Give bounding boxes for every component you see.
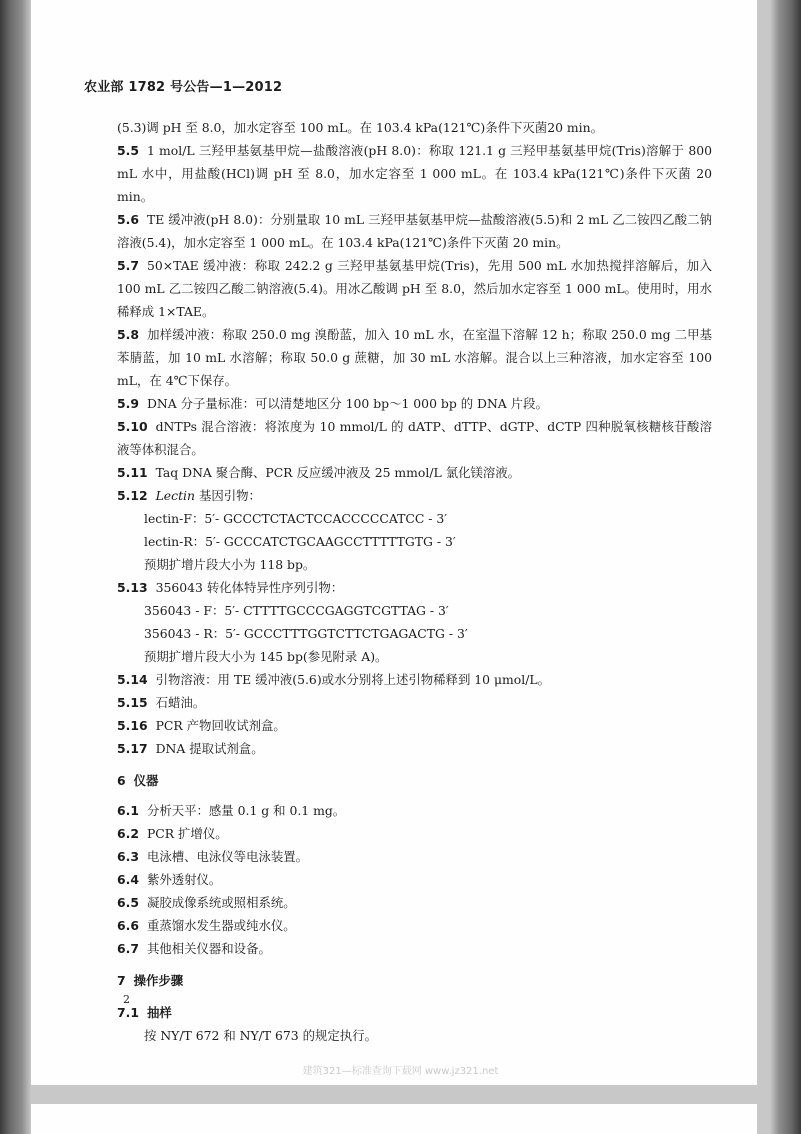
clause-paragraph (117, 392, 712, 415)
clause-paragraph (117, 691, 712, 714)
watermark: 建筑321—标准查询下载网 www.jz321.net (302, 1066, 499, 1077)
gene-name: Lectin (155, 488, 196, 503)
primer-line: 356043 - F：5′- CTTTTGCCCGAGGTCGTTAG - 3′ (144, 603, 449, 618)
instrument-item (117, 822, 712, 845)
clause-paragraph (117, 415, 712, 461)
clause-text: dNTPs 混合溶液：将浓度为 10 mmol/L 的 dATP、dTTP、dGTP、dCTP 四种脱氧核糖核苷酸溶液等体积混合。 (117, 419, 712, 457)
instrument-item (117, 845, 712, 868)
clause-text: 50×TAE 缓冲液：称取 242.2 g 三羟甲基氨基甲烷(Tris)，先用 500 mL 水加热搅拌溶解后，加入 100 mL 乙二铵四乙酸二钠溶液(5.4)。用冰乙酸调 pH 至 8.0，然后加水定容至 1 000 mL。使用时，用水稀释成 1×TAE。 (117, 258, 712, 319)
clause-text: 电泳槽、电泳仪等电泳装置。 (146, 849, 309, 864)
clause-paragraph (117, 668, 712, 691)
section-title: 仪器 (133, 773, 159, 788)
clause-text: (5.3)调 pH 至 8.0，加水定容至 100 mL。在 103.4 kPa(121℃)条件下灭菌20 min。 (117, 120, 603, 135)
clause-paragraph (117, 323, 712, 392)
clause-text: 重蒸馏水发生器或纯水仪。 (146, 918, 296, 933)
clause-text: 石蜡油。 (155, 695, 206, 710)
clause-number: 6.1 (117, 803, 139, 818)
instrument-item (117, 868, 712, 891)
clause-number: 5.16 (117, 718, 148, 733)
clause-5-12 (117, 484, 712, 507)
primer-line: 预期扩增片段大小为 118 bp。 (144, 557, 316, 572)
section-number: 7.1 (117, 1005, 139, 1020)
clause-paragraph (117, 254, 712, 323)
clause-paragraph (117, 139, 712, 208)
clause-text: DNA 分子量标准：可以清楚地区分 100 bp～1 000 bp 的 DNA 片段。 (146, 396, 548, 411)
instrument-item (117, 914, 712, 937)
clause-text: DNA 提取试剂盒。 (155, 741, 264, 756)
clause-number: 6.7 (117, 941, 139, 956)
clause-text: TE 缓冲液(pH 8.0)：分别量取 10 mL 三羟甲基氨基甲烷—盐酸溶液(5.5)和 2 mL 乙二铵四乙酸二钠溶液(5.4)，加水定容至 1 000 mL。在 103.4 kPa(121℃)条件下灭菌 20 min。 (117, 212, 712, 250)
clause-text: Taq DNA 聚合酶、PCR 反应缓冲液及 25 mmol/L 氯化镁溶液。 (155, 465, 521, 480)
clause-paragraph (117, 737, 712, 760)
next-page-edge (31, 1104, 757, 1134)
section-title: 抽样 (146, 1005, 172, 1020)
section-number: 7 (117, 973, 126, 988)
clause-5-13 (117, 576, 712, 599)
clause-number: 5.6 (117, 212, 139, 227)
clause-title: 基因引物： (195, 488, 261, 503)
clause-number: 6.6 (117, 918, 139, 933)
clause-number: 6.4 (117, 872, 139, 887)
clause-number: 5.13 (117, 580, 148, 595)
clause-text: PCR 扩增仪。 (146, 826, 228, 841)
clause-paragraph (117, 116, 712, 139)
document-header: 农业部 1782 号公告—1—2012 (84, 80, 283, 95)
page-number: 2 (123, 993, 130, 1006)
clause-number: 5.17 (117, 741, 148, 756)
clause-text: 引物溶液：用 TE 缓冲液(5.6)或水分别将上述引物稀释到 10 μmol/L。 (155, 672, 551, 687)
clause-number: 5.15 (117, 695, 148, 710)
primer-line: lectin-F：5′- GCCCTCTACTCCACCCCCATCC - 3′ (144, 511, 448, 526)
clause-number: 5.7 (117, 258, 139, 273)
clause-title: 356043 转化体特异性序列引物： (155, 580, 344, 595)
primer-line: 356043 - R：5′- GCCCTTTGGTCTTCTGAGACTG - 3′ (144, 626, 468, 641)
clause-paragraph (117, 208, 712, 254)
primer-line: lectin-R：5′- GCCCATCTGCAAGCCTTTTTGTG - 3′ (144, 534, 456, 549)
clause-number: 5.10 (117, 419, 148, 434)
section-7-heading (117, 969, 712, 992)
sampling-text: 按 NY/T 672 和 NY/T 673 的规定执行。 (144, 1028, 377, 1043)
clause-paragraph (117, 461, 712, 484)
clause-number: 6.5 (117, 895, 139, 910)
clause-text: 1 mol/L 三羟甲基氨基甲烷—盐酸溶液(pH 8.0)：称取 121.1 g 三羟甲基氨基甲烷(Tris)溶解于 800 mL 水中，用盐酸(HCl)调 pH 至 8.0，加水定容至 1 000 mL。在 103.4 kPa(121℃)条件下灭菌 20 min。 (117, 143, 712, 204)
clause-number: 5.5 (117, 143, 139, 158)
clause-number: 6.3 (117, 849, 139, 864)
clause-number: 5.12 (117, 488, 148, 503)
section-7-1-heading (117, 1001, 712, 1024)
clause-number: 5.9 (117, 396, 139, 411)
clause-text: 分析天平：感量 0.1 g 和 0.1 mg。 (146, 803, 346, 818)
clause-text: 紫外透射仪。 (146, 872, 222, 887)
clause-text: PCR 产物回收试剂盒。 (155, 718, 286, 733)
clause-number: 5.11 (117, 465, 148, 480)
section-number: 6 (117, 773, 126, 788)
clause-text: 其他相关仪器和设备。 (146, 941, 271, 956)
clause-text: 加样缓冲液：称取 250.0 mg 溴酚蓝，加入 10 mL 水，在室温下溶解 12 h；称取 250.0 mg 二甲基苯腈蓝，加 10 mL 水溶解；称取 50.0 g 蔗糖，加 30 mL 水溶解。混合以上三种溶液，加水定容至 100 mL，在 4℃下保存。 (117, 327, 712, 388)
section-title: 操作步骤 (133, 973, 184, 988)
clause-number: 5.14 (117, 672, 148, 687)
primer-line: 预期扩增片段大小为 145 bp(参见附录 A)。 (144, 649, 388, 664)
clause-number: 6.2 (117, 826, 139, 841)
clause-text: 凝胶成像系统或照相系统。 (146, 895, 296, 910)
clause-number: 5.8 (117, 327, 139, 342)
clause-paragraph (117, 714, 712, 737)
instrument-item (117, 937, 712, 960)
section-6-heading (117, 769, 712, 792)
document-body (117, 116, 712, 1047)
instrument-item (117, 891, 712, 914)
instrument-item (117, 799, 712, 822)
